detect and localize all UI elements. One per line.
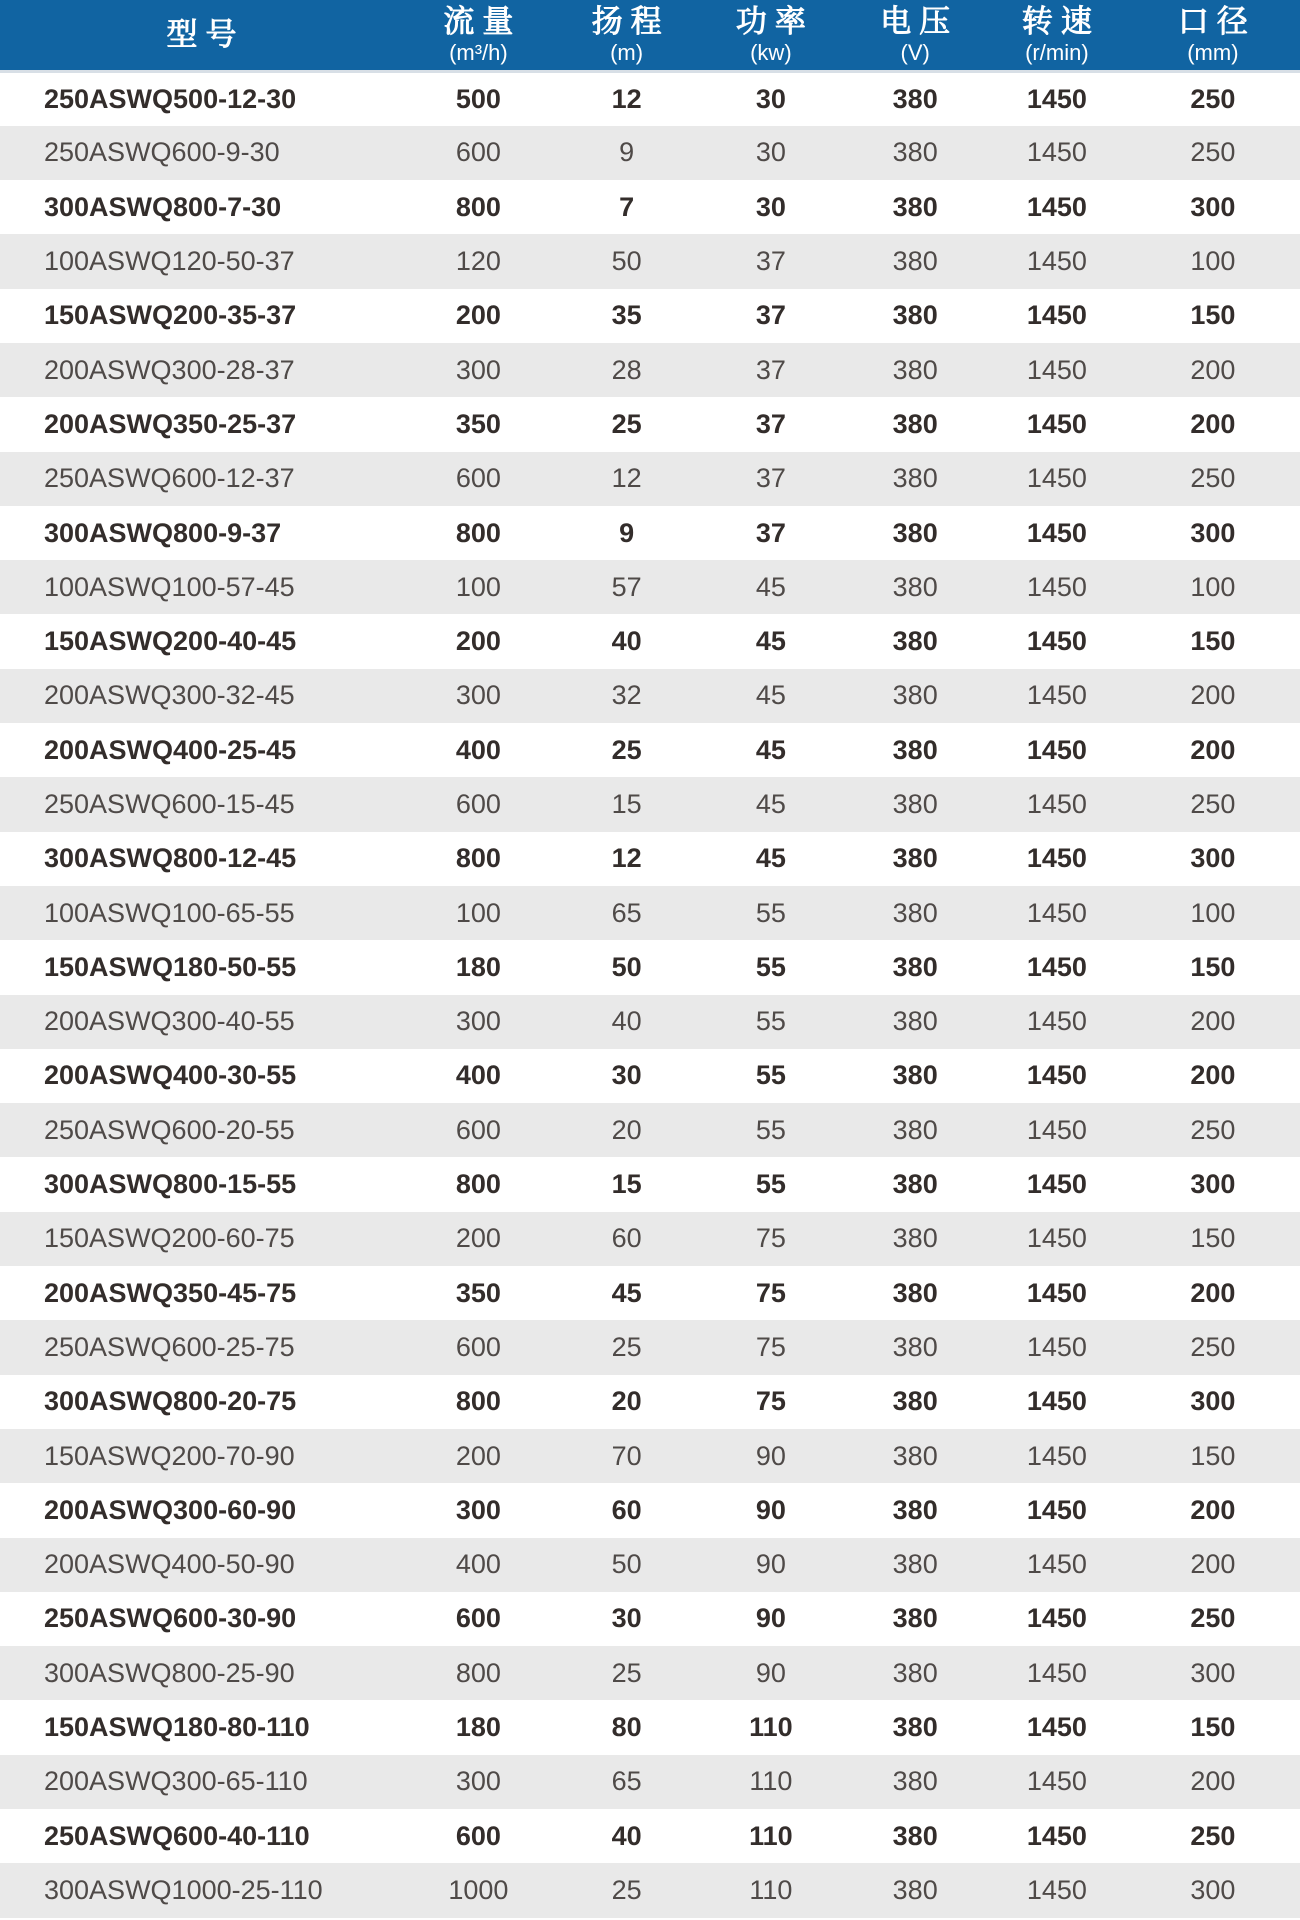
- diameter-cell: 200: [1190, 1549, 1236, 1580]
- header-cell-speed: [988, 0, 1126, 72]
- flow-cell: 800: [455, 517, 501, 548]
- diameter-cell: 200: [1190, 680, 1236, 711]
- diameter-cell: 100: [1190, 571, 1236, 602]
- voltage-cell: 380: [892, 1549, 938, 1580]
- table-row: [0, 1592, 1300, 1646]
- speed-cell: 1450: [1026, 1874, 1087, 1905]
- flow-cell: 800: [455, 1657, 501, 1688]
- speed-cell: 1450: [1026, 734, 1087, 765]
- power-cell: 45: [755, 571, 786, 602]
- flow-cell: 400: [455, 1060, 501, 1091]
- power-cell: 45: [755, 734, 786, 765]
- diameter-cell: 150: [1190, 1223, 1236, 1254]
- flow-cell: 600: [455, 1603, 501, 1634]
- diameter-cell: 150: [1190, 951, 1236, 982]
- voltage-cell: 380: [892, 1603, 938, 1634]
- head-cell: 12: [611, 83, 642, 114]
- table-row: [0, 343, 1300, 397]
- flow-cell: 350: [455, 1277, 501, 1308]
- model-cell: 200ASWQ300-60-90: [44, 1494, 297, 1525]
- speed-cell: 1450: [1026, 1712, 1087, 1743]
- diameter-cell: 300: [1190, 1874, 1236, 1905]
- header-cell-head: [554, 0, 700, 72]
- voltage-cell: 380: [892, 137, 938, 168]
- diameter-cell: 250: [1190, 137, 1236, 168]
- speed-cell: 1450: [1026, 1331, 1087, 1362]
- diameter-cell: 100: [1190, 246, 1236, 277]
- voltage-cell: 380: [892, 897, 938, 928]
- head-cell: 9: [619, 137, 635, 168]
- header-cell-voltage: [842, 0, 988, 72]
- power-cell: 110: [749, 1820, 793, 1851]
- speed-cell: 1450: [1026, 517, 1087, 548]
- power-cell: 45: [755, 843, 786, 874]
- speed-cell: 1450: [1026, 1766, 1087, 1797]
- head-cell: 28: [611, 354, 642, 385]
- model-cell: 200ASWQ350-25-37: [44, 408, 297, 439]
- head-cell: 25: [611, 734, 642, 765]
- model-cell: 150ASWQ200-40-45: [44, 626, 297, 657]
- head-cell: 40: [611, 626, 642, 657]
- head-cell: 60: [611, 1494, 642, 1525]
- flow-cell: 100: [455, 897, 501, 928]
- table-row: [0, 1646, 1300, 1700]
- model-cell: 250ASWQ600-15-45: [44, 789, 295, 819]
- header-unit-speed: (r/min): [1025, 39, 1089, 65]
- speed-cell: 1450: [1026, 571, 1087, 602]
- speed-cell: 1450: [1026, 1549, 1087, 1580]
- speed-cell: 1450: [1026, 1277, 1087, 1308]
- diameter-cell: 250: [1190, 1603, 1236, 1634]
- model-cell: 250ASWQ600-40-110: [44, 1820, 310, 1851]
- model-cell: 250ASWQ600-20-55: [44, 1114, 295, 1145]
- power-cell: 55: [755, 951, 786, 982]
- model-cell: 200ASWQ350-45-75: [44, 1277, 297, 1308]
- table-row: [0, 1483, 1300, 1537]
- head-cell: 25: [611, 1331, 642, 1362]
- speed-cell: 1450: [1026, 843, 1087, 874]
- table-row: [0, 723, 1300, 777]
- voltage-cell: 380: [892, 1331, 938, 1362]
- model-cell: 300ASWQ800-20-75: [44, 1386, 297, 1417]
- header-label-head: 扬程: [591, 3, 670, 39]
- flow-cell: 400: [455, 1549, 501, 1580]
- voltage-cell: 380: [892, 1494, 938, 1525]
- diameter-cell: 150: [1190, 626, 1236, 657]
- head-cell: 32: [611, 680, 642, 711]
- power-cell: 55: [755, 1114, 786, 1145]
- power-cell: 90: [755, 1549, 786, 1580]
- model-cell: 100ASWQ100-57-45: [44, 571, 295, 602]
- voltage-cell: 380: [892, 571, 938, 602]
- voltage-cell: 380: [892, 83, 938, 114]
- model-cell: 200ASWQ400-30-55: [44, 1060, 297, 1091]
- flow-cell: 400: [455, 734, 501, 765]
- speed-cell: 1450: [1026, 680, 1087, 711]
- model-cell: 200ASWQ300-28-37: [44, 354, 295, 385]
- flow-cell: 500: [455, 83, 501, 114]
- power-cell: 45: [755, 789, 786, 819]
- power-cell: 55: [755, 1169, 786, 1200]
- table-row: [0, 452, 1300, 506]
- speed-cell: 1450: [1026, 1114, 1087, 1145]
- diameter-cell: 200: [1190, 1766, 1236, 1797]
- voltage-cell: 380: [892, 1223, 938, 1254]
- diameter-cell: 250: [1190, 1331, 1236, 1362]
- voltage-cell: 380: [892, 300, 938, 331]
- head-cell: 50: [611, 951, 642, 982]
- flow-cell: 600: [455, 1114, 501, 1145]
- table-row: [0, 777, 1300, 831]
- speed-cell: 1450: [1026, 137, 1087, 168]
- power-cell: 90: [755, 1494, 786, 1525]
- model-cell: 200ASWQ300-32-45: [44, 680, 295, 711]
- head-cell: 70: [611, 1440, 642, 1471]
- table-row: [0, 1103, 1300, 1157]
- header-row: [0, 0, 1300, 72]
- table-row: [0, 1266, 1300, 1320]
- model-cell: 250ASWQ600-9-30: [44, 137, 280, 168]
- voltage-cell: 380: [892, 951, 938, 982]
- diameter-cell: 200: [1190, 408, 1236, 439]
- flow-cell: 300: [455, 354, 501, 385]
- header-cell-model: [0, 0, 403, 72]
- diameter-cell: 200: [1190, 1494, 1236, 1525]
- speed-cell: 1450: [1026, 354, 1087, 385]
- flow-cell: 800: [455, 191, 501, 222]
- header-unit-voltage: (V): [900, 39, 930, 65]
- power-cell: 90: [755, 1440, 786, 1471]
- table-header: [0, 0, 1300, 72]
- head-cell: 65: [611, 1766, 642, 1797]
- head-cell: 60: [611, 1223, 642, 1254]
- voltage-cell: 380: [892, 789, 938, 819]
- diameter-cell: 250: [1190, 463, 1236, 494]
- power-cell: 37: [755, 246, 786, 277]
- voltage-cell: 380: [892, 680, 938, 711]
- speed-cell: 1450: [1026, 1006, 1087, 1037]
- power-cell: 110: [749, 1874, 793, 1905]
- table-row: [0, 126, 1300, 180]
- table-row: [0, 560, 1300, 614]
- diameter-cell: 250: [1190, 1820, 1236, 1851]
- model-cell: 100ASWQ100-65-55: [44, 897, 295, 928]
- table-row: [0, 940, 1300, 994]
- table-body: [0, 72, 1300, 1918]
- diameter-cell: 150: [1190, 300, 1236, 331]
- header-unit-head: (m): [610, 39, 644, 65]
- speed-cell: 1450: [1026, 191, 1087, 222]
- header-label-diameter: 口径: [1177, 3, 1256, 39]
- model-cell: 200ASWQ300-40-55: [44, 1006, 295, 1037]
- flow-cell: 600: [455, 1820, 501, 1851]
- speed-cell: 1450: [1026, 1494, 1087, 1525]
- table-row: [0, 1212, 1300, 1266]
- voltage-cell: 380: [892, 517, 938, 548]
- model-cell: 300ASWQ800-12-45: [44, 843, 297, 874]
- head-cell: 80: [611, 1712, 642, 1743]
- diameter-cell: 300: [1190, 1657, 1236, 1688]
- diameter-cell: 200: [1190, 1277, 1236, 1308]
- table-row: [0, 397, 1300, 451]
- diameter-cell: 300: [1190, 191, 1236, 222]
- diameter-cell: 200: [1190, 734, 1236, 765]
- flow-cell: 200: [455, 626, 501, 657]
- header-unit-power: (kw): [750, 39, 792, 65]
- head-cell: 50: [611, 1549, 642, 1580]
- speed-cell: 1450: [1026, 1820, 1087, 1851]
- speed-cell: 1450: [1026, 1440, 1087, 1471]
- model-cell: 150ASWQ200-60-75: [44, 1223, 295, 1254]
- speed-cell: 1450: [1026, 1603, 1087, 1634]
- speed-cell: 1450: [1026, 1386, 1087, 1417]
- voltage-cell: 380: [892, 1440, 938, 1471]
- diameter-cell: 200: [1190, 1006, 1236, 1037]
- head-cell: 25: [611, 1657, 642, 1688]
- diameter-cell: 200: [1190, 1060, 1236, 1091]
- head-cell: 25: [611, 408, 642, 439]
- power-cell: 75: [755, 1331, 786, 1362]
- head-cell: 20: [611, 1114, 642, 1145]
- table-row: [0, 1320, 1300, 1374]
- flow-cell: 600: [455, 463, 501, 494]
- power-cell: 37: [755, 300, 786, 331]
- model-cell: 250ASWQ500-12-30: [44, 83, 297, 114]
- power-cell: 75: [755, 1277, 786, 1308]
- power-cell: 75: [755, 1386, 786, 1417]
- head-cell: 65: [611, 897, 642, 928]
- model-cell: 150ASWQ200-70-90: [44, 1440, 295, 1471]
- head-cell: 30: [611, 1060, 642, 1091]
- table-row: [0, 614, 1300, 668]
- voltage-cell: 380: [892, 1060, 938, 1091]
- speed-cell: 1450: [1026, 408, 1087, 439]
- header-cell-flow: [403, 0, 554, 72]
- flow-cell: 300: [455, 1006, 501, 1037]
- voltage-cell: 380: [892, 1386, 938, 1417]
- diameter-cell: 150: [1190, 1712, 1236, 1743]
- head-cell: 25: [611, 1874, 642, 1905]
- power-cell: 30: [755, 137, 786, 168]
- speed-cell: 1450: [1026, 951, 1087, 982]
- speed-cell: 1450: [1026, 789, 1087, 819]
- diameter-cell: 300: [1190, 1386, 1236, 1417]
- header-label-flow: 流量: [443, 3, 522, 39]
- head-cell: 9: [619, 517, 635, 548]
- diameter-cell: 150: [1190, 1440, 1236, 1471]
- flow-cell: 600: [455, 137, 501, 168]
- head-cell: 35: [611, 300, 642, 331]
- header-label-model: 型号: [166, 17, 245, 52]
- table-row: [0, 1700, 1300, 1754]
- speed-cell: 1450: [1026, 1223, 1087, 1254]
- power-cell: 90: [755, 1603, 786, 1634]
- diameter-cell: 300: [1190, 843, 1236, 874]
- table-row: [0, 1863, 1300, 1917]
- flow-cell: 200: [455, 1440, 501, 1471]
- power-cell: 75: [755, 1223, 786, 1254]
- model-cell: 250ASWQ600-25-75: [44, 1331, 295, 1362]
- head-cell: 30: [611, 1603, 642, 1634]
- speed-cell: 1450: [1026, 626, 1087, 657]
- voltage-cell: 380: [892, 1006, 938, 1037]
- model-cell: 150ASWQ180-50-55: [44, 951, 297, 982]
- speed-cell: 1450: [1026, 300, 1087, 331]
- power-cell: 55: [755, 1006, 786, 1037]
- header-unit-diameter: (mm): [1187, 39, 1239, 65]
- flow-cell: 180: [455, 951, 501, 982]
- table-row: [0, 72, 1300, 126]
- diameter-cell: 250: [1190, 789, 1236, 819]
- header-cell-diameter: [1126, 0, 1300, 72]
- table-row: [0, 1755, 1300, 1809]
- diameter-cell: 200: [1190, 354, 1236, 385]
- power-cell: 37: [755, 517, 786, 548]
- power-cell: 110: [749, 1712, 793, 1743]
- flow-cell: 120: [455, 246, 501, 277]
- table-row: [0, 832, 1300, 886]
- flow-cell: 300: [455, 1494, 501, 1525]
- power-cell: 55: [755, 897, 786, 928]
- head-cell: 12: [611, 843, 642, 874]
- table-row: [0, 1429, 1300, 1483]
- flow-cell: 350: [455, 408, 501, 439]
- model-cell: 300ASWQ800-9-37: [44, 517, 282, 548]
- table-row: [0, 289, 1300, 343]
- diameter-cell: 250: [1190, 83, 1236, 114]
- head-cell: 50: [611, 246, 642, 277]
- table-row: [0, 1809, 1300, 1863]
- flow-cell: 600: [455, 1331, 501, 1362]
- table-row: [0, 995, 1300, 1049]
- flow-cell: 200: [455, 300, 501, 331]
- header-label-speed: 转速: [1021, 3, 1100, 39]
- voltage-cell: 380: [892, 1169, 938, 1200]
- speed-cell: 1450: [1026, 897, 1087, 928]
- voltage-cell: 380: [892, 1114, 938, 1145]
- power-cell: 30: [755, 191, 786, 222]
- voltage-cell: 380: [892, 1820, 938, 1851]
- flow-cell: 180: [455, 1712, 501, 1743]
- power-cell: 45: [755, 626, 786, 657]
- power-cell: 110: [749, 1766, 793, 1797]
- flow-cell: 600: [455, 789, 501, 819]
- table-row: [0, 1375, 1300, 1429]
- diameter-cell: 300: [1190, 517, 1236, 548]
- table-row: [0, 669, 1300, 723]
- head-cell: 40: [611, 1006, 642, 1037]
- flow-cell: 1000: [448, 1874, 509, 1905]
- voltage-cell: 380: [892, 626, 938, 657]
- model-cell: 300ASWQ800-15-55: [44, 1169, 297, 1200]
- model-cell: 200ASWQ400-50-90: [44, 1549, 295, 1580]
- model-cell: 300ASWQ800-25-90: [44, 1657, 295, 1688]
- flow-cell: 800: [455, 843, 501, 874]
- speed-cell: 1450: [1026, 463, 1087, 494]
- table-row: [0, 886, 1300, 940]
- head-cell: 40: [611, 1820, 642, 1851]
- model-cell: 300ASWQ1000-25-110: [44, 1874, 323, 1905]
- flow-cell: 300: [455, 680, 501, 711]
- voltage-cell: 380: [892, 1657, 938, 1688]
- voltage-cell: 380: [892, 1766, 938, 1797]
- head-cell: 57: [611, 571, 642, 602]
- power-cell: 37: [755, 354, 786, 385]
- power-cell: 30: [755, 83, 786, 114]
- model-cell: 200ASWQ400-25-45: [44, 734, 297, 765]
- header-cell-power: [699, 0, 842, 72]
- table-row: [0, 1538, 1300, 1592]
- power-cell: 37: [755, 463, 786, 494]
- flow-cell: 100: [455, 571, 501, 602]
- flow-cell: 300: [455, 1766, 501, 1797]
- model-cell: 250ASWQ600-30-90: [44, 1603, 297, 1634]
- diameter-cell: 100: [1190, 897, 1236, 928]
- model-cell: 300ASWQ800-7-30: [44, 191, 282, 222]
- voltage-cell: 380: [892, 408, 938, 439]
- head-cell: 20: [611, 1386, 642, 1417]
- flow-cell: 200: [455, 1223, 501, 1254]
- model-cell: 100ASWQ120-50-37: [44, 246, 295, 277]
- flow-cell: 800: [455, 1169, 501, 1200]
- power-cell: 90: [755, 1657, 786, 1688]
- model-cell: 150ASWQ200-35-37: [44, 300, 297, 331]
- table-row: [0, 180, 1300, 234]
- head-cell: 7: [619, 191, 635, 222]
- voltage-cell: 380: [892, 191, 938, 222]
- speed-cell: 1450: [1026, 1657, 1087, 1688]
- diameter-cell: 300: [1190, 1169, 1236, 1200]
- head-cell: 15: [611, 1169, 642, 1200]
- header-unit-flow: (m³/h): [449, 39, 508, 65]
- voltage-cell: 380: [892, 354, 938, 385]
- power-cell: 45: [755, 680, 786, 711]
- head-cell: 12: [611, 463, 642, 494]
- head-cell: 15: [611, 789, 642, 819]
- model-cell: 200ASWQ300-65-110: [44, 1766, 308, 1797]
- speed-cell: 1450: [1026, 246, 1087, 277]
- header-label-voltage: 电压: [880, 3, 959, 39]
- speed-cell: 1450: [1026, 83, 1087, 114]
- speed-cell: 1450: [1026, 1169, 1087, 1200]
- diameter-cell: 250: [1190, 1114, 1236, 1145]
- flow-cell: 800: [455, 1386, 501, 1417]
- header-label-power: 功率: [735, 3, 814, 39]
- power-cell: 55: [755, 1060, 786, 1091]
- voltage-cell: 380: [892, 1712, 938, 1743]
- power-cell: 37: [755, 408, 786, 439]
- speed-cell: 1450: [1026, 1060, 1087, 1091]
- table-row: [0, 1049, 1300, 1103]
- table-row: [0, 1157, 1300, 1211]
- voltage-cell: 380: [892, 1277, 938, 1308]
- table-row: [0, 506, 1300, 560]
- model-cell: 250ASWQ600-12-37: [44, 463, 295, 494]
- voltage-cell: 380: [892, 734, 938, 765]
- voltage-cell: 380: [892, 1874, 938, 1905]
- voltage-cell: 380: [892, 246, 938, 277]
- head-cell: 45: [611, 1277, 642, 1308]
- table-row: [0, 234, 1300, 288]
- voltage-cell: 380: [892, 843, 938, 874]
- voltage-cell: 380: [892, 463, 938, 494]
- model-cell: 150ASWQ180-80-110: [44, 1712, 310, 1743]
